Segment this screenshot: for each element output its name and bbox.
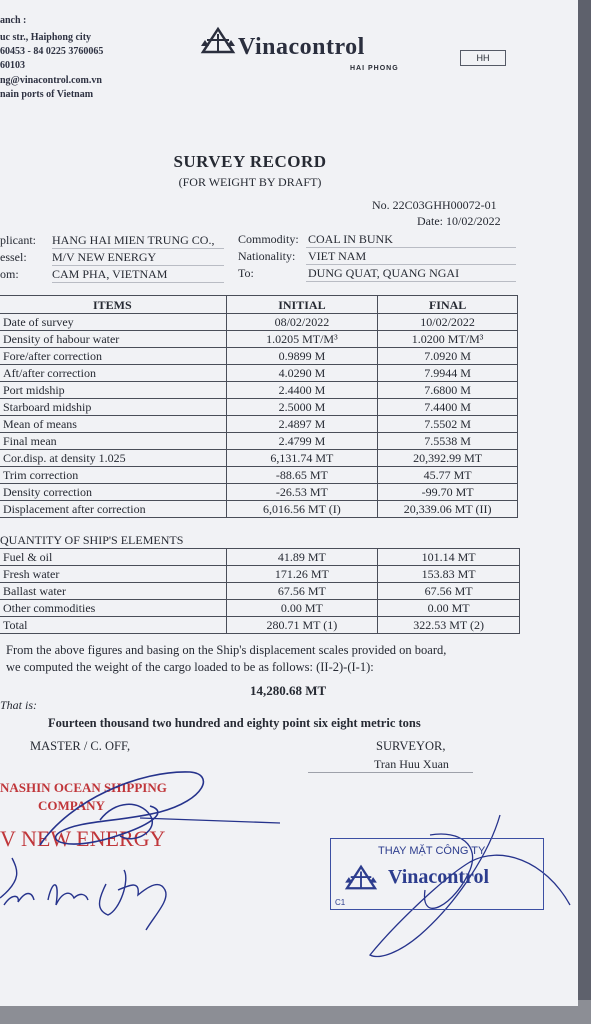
that-is-label: That is:: [0, 698, 38, 712]
initial-cell: 4.0290 M: [226, 365, 378, 382]
cargo-weight-result: 14,280.68 MT: [250, 683, 327, 698]
surveyor-name: Tran Huu Xuan: [374, 757, 449, 771]
initial-cell: 08/02/2022: [226, 314, 378, 331]
document-date: Date: 10/02/2022: [417, 214, 501, 228]
item-cell: Ballast water: [0, 583, 226, 600]
address-line: uc str., Haiphong city: [0, 32, 92, 43]
initial-cell: 6,016.56 MT (I): [226, 501, 378, 518]
item-cell: Port midship: [0, 382, 226, 399]
column-header: FINAL: [378, 296, 518, 314]
to-value: DUNG QUAT, QUANG NGAI: [308, 266, 460, 280]
initial-cell: 41.89 MT: [226, 549, 378, 566]
final-cell: 7.6800 M: [378, 382, 518, 399]
initial-cell: 171.26 MT: [226, 566, 378, 583]
initial-cell: 1.0205 MT/M³: [226, 331, 378, 348]
computation-paragraph-line: we computed the weight of the cargo loaded to be as follows: (II-2)-(I-1):: [6, 660, 374, 674]
final-cell: 322.53 MT (2): [378, 617, 520, 634]
final-cell: 10/02/2022: [378, 314, 518, 331]
company-stamp-logo: Vinacontrol: [388, 866, 490, 888]
company-logo-text: Vinacontrol: [238, 34, 365, 60]
company-stamp-code: C1: [335, 898, 346, 907]
initial-cell: -88.65 MT: [226, 467, 378, 484]
initial-cell: 2.5000 M: [226, 399, 378, 416]
ship-stamp-line: V NEW ENERGY: [0, 826, 166, 851]
item-cell: Trim correction: [0, 467, 226, 484]
nationality-label: Nationality:: [238, 249, 296, 263]
item-cell: Other commodities: [0, 600, 226, 617]
ship-stamp-line: COMPANY: [38, 798, 105, 813]
document-code-box: HH: [460, 50, 506, 66]
initial-cell: -26.53 MT: [226, 484, 378, 501]
address-line: 60453 - 84 0225 3760065: [0, 46, 104, 57]
initial-cell: 2.4799 M: [226, 433, 378, 450]
company-stamp-caption: THAY MẶT CÔNG TY: [378, 845, 486, 857]
initial-cell: 280.71 MT (1): [226, 617, 378, 634]
address-line: 60103: [0, 60, 25, 71]
vessel-value: M/V NEW ENERGY: [52, 250, 157, 264]
item-cell: Fresh water: [0, 566, 226, 583]
item-cell: Aft/after correction: [0, 365, 226, 382]
item-cell: Starboard midship: [0, 399, 226, 416]
address-line: ng@vinacontrol.com.vn: [0, 75, 102, 86]
initial-cell: 2.4897 M: [226, 416, 378, 433]
address-line: nain ports of Vietnam: [0, 89, 94, 100]
final-cell: 45.77 MT: [378, 467, 518, 484]
document-number: No. 22C03GHH00072-01: [372, 198, 497, 212]
final-cell: 1.0200 MT/M³: [378, 331, 518, 348]
stamp-scale-icon: [344, 864, 378, 892]
final-cell: 7.0920 M: [378, 348, 518, 365]
final-cell: 0.00 MT: [378, 600, 520, 617]
item-cell: Displacement after correction: [0, 501, 226, 518]
commodity-value: COAL IN BUNK: [308, 232, 393, 246]
item-cell: Cor.disp. at density 1.025: [0, 450, 226, 467]
applicant-label: plicant:: [0, 233, 36, 247]
initial-cell: 0.9899 M: [226, 348, 378, 365]
column-header: INITIAL: [226, 296, 378, 314]
item-cell: Fore/after correction: [0, 348, 226, 365]
item-cell: Total: [0, 617, 226, 634]
background-right: [576, 0, 591, 1024]
surveyor-label: SURVEYOR,: [376, 739, 446, 753]
final-cell: 7.5538 M: [378, 433, 518, 450]
document-title: SURVEY RECORD: [173, 152, 327, 171]
document-subtitle: (FOR WEIGHT BY DRAFT): [178, 175, 322, 189]
final-cell: 101.14 MT: [378, 549, 520, 566]
address-line: anch :: [0, 15, 27, 26]
applicant-value: HANG HAI MIEN TRUNG CO.,: [52, 233, 215, 247]
from-label: om:: [0, 267, 19, 281]
commodity-label: Commodity:: [238, 232, 299, 246]
to-label: To:: [238, 266, 254, 280]
initial-cell: 6,131.74 MT: [226, 450, 378, 467]
item-cell: Mean of means: [0, 416, 226, 433]
final-cell: 67.56 MT: [378, 583, 520, 600]
nationality-value: VIET NAM: [308, 249, 367, 263]
vessel-label: essel:: [0, 250, 27, 264]
final-cell: 7.9944 M: [378, 365, 518, 382]
item-cell: Fuel & oil: [0, 549, 226, 566]
initial-cell: 67.56 MT: [226, 583, 378, 600]
master-label: MASTER / C. OFF,: [30, 739, 131, 753]
final-cell: 153.83 MT: [378, 566, 520, 583]
column-header: ITEMS: [0, 296, 226, 314]
item-cell: Density correction: [0, 484, 226, 501]
initial-cell: 2.4400 M: [226, 382, 378, 399]
from-value: CAM PHA, VIETNAM: [52, 267, 168, 281]
final-cell: -99.70 MT: [378, 484, 518, 501]
ship-stamp-line: NASHIN OCEAN SHIPPING: [0, 780, 167, 795]
item-cell: Density of habour water: [0, 331, 226, 348]
final-cell: 20,339.06 MT (II): [378, 501, 518, 518]
final-cell: 7.5502 M: [378, 416, 518, 433]
weight-in-words: Fourteen thousand two hundred and eighty point six eight metric tons: [48, 716, 421, 730]
initial-cell: 0.00 MT: [226, 600, 378, 617]
section-heading: QUANTITY OF SHIP'S ELEMENTS: [0, 533, 184, 547]
computation-paragraph-line: From the above figures and basing on the Ship's displacement scales provided on board,: [6, 643, 447, 657]
final-cell: 7.4400 M: [378, 399, 518, 416]
company-logo-subtext: HAI PHONG: [350, 65, 399, 72]
final-cell: 20,392.99 MT: [378, 450, 518, 467]
item-cell: Final mean: [0, 433, 226, 450]
item-cell: Date of survey: [0, 314, 226, 331]
